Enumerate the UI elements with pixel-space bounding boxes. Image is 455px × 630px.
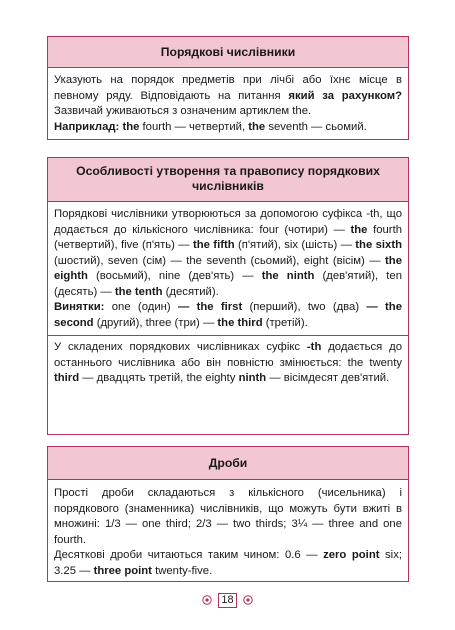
ordinal-numerals-text: Указують на порядок предметів при лічбі або їхнє місце в певному ряду. Відповідають на питання який за рахунком? Зазвичай уживаються з означеним артиклем the. Наприклад: the fourth — четвертий, the seventh — сьомий. [54,74,403,133]
page-footer [0,592,455,608]
flower-ornament-icon [243,595,253,605]
formation-text: Порядкові числівники утворюються за допомогою суфікса -th, що додається до кількісного числівника: four (чотири) — the fourth (четвертий), five (п'ять) — the fifth (п'ятий), six (шість) — the sixth (шостий), seven (сім) — the seventh (сьомий), eight (вісім) — the eighth (восьмий), nine (дев'ять) — the ninth (дев'ятий), ten (десять) — the tenth (десятий). Винятки: one (один) — the first (перший), two (два) — the second (другий), three (три) — the third (третій). [54,208,402,329]
formation-box [47,157,409,435]
formation-title: Особливості утворення та правопису порядкових числівників [48,158,408,202]
page-number: 18 [218,593,236,608]
fractions-title: Дроби [48,447,408,480]
flower-ornament-icon [202,595,212,605]
compound-numerals-text: У складених порядкових числівниках суфікс -th додається до останнього числівника або він повністю змінюється: the twenty third — двадцять третій, the eighty ninth — вісімдесят дев'ятий. [48,335,408,387]
fractions-text: Прості дроби складаються з кількісного (чисельника) і порядкового (знаменника) числівників, що можуть бути вжиті в множині: 1/3 — one third; 2/3 — two thirds; 3¼ — three and one fourth. Десяткові дроби читаються таким чином: 0.6 — zero point six; 3.25 — three point twenty-five. [54,487,402,577]
ordinal-numerals-box [47,36,409,140]
fractions-box [47,446,409,582]
ordinal-numerals-title: Порядкові числівники [48,37,408,68]
